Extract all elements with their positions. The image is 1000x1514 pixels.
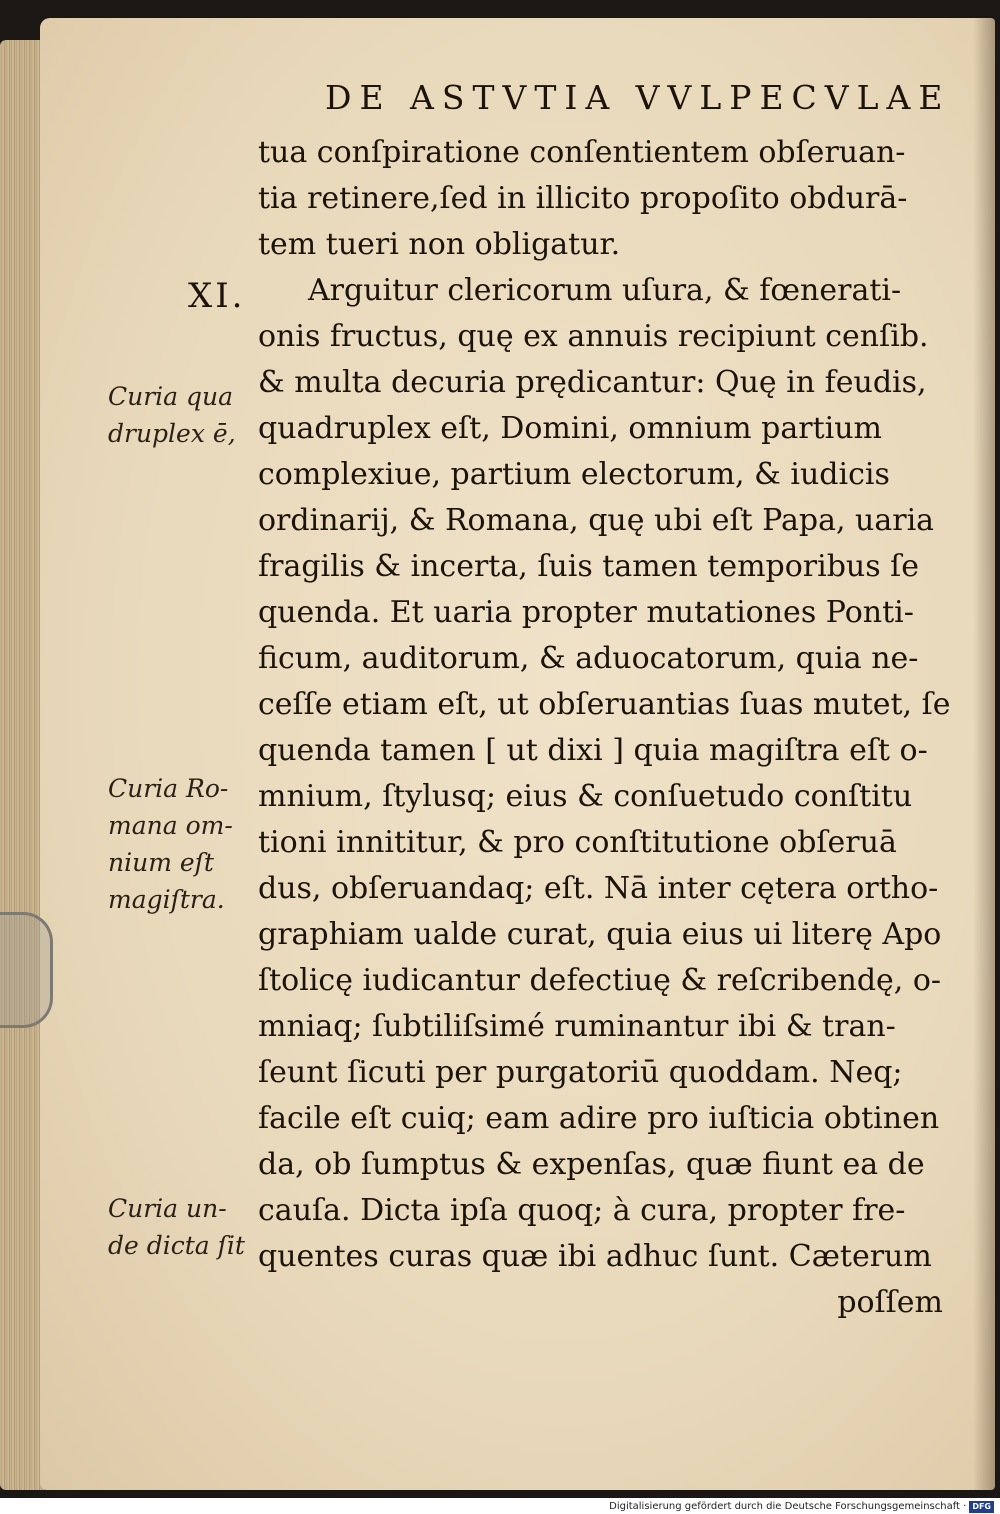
- digitization-credit: [609, 1500, 994, 1514]
- text-line: tioni innititur, & pro conſtitutione obſeruā: [258, 825, 897, 860]
- marginal-note-line: Curia un-: [108, 1194, 227, 1223]
- text-line: ordinarij, & Romana, quę ubi eſt Papa, uaria: [258, 503, 935, 538]
- marginal-note-line: magiſtra.: [108, 885, 225, 914]
- text-line: mniaq; ſubtiliſsimé ruminantur ibi & tran-: [258, 1009, 896, 1044]
- marginal-note: [108, 378, 258, 452]
- text-line: mnium, ſtylusq; eius & conſuetudo conſtitu: [258, 779, 913, 814]
- text-line: ficum, auditorum, & aduocatorum, quia ne-: [258, 641, 919, 676]
- text-line: graphiam ualde curat, quia eius ui literę Apo: [258, 917, 942, 952]
- marginal-note-line: Curia Ro-: [108, 774, 229, 803]
- text-line: & multa decuria prędicantur: Quę in feudis,: [258, 365, 927, 400]
- credit-text: Digitalisierung gefördert durch die Deutsche Forschungsgemeinschaft ·: [609, 1501, 967, 1512]
- text-line: onis fructus, quę ex annuis recipiunt cenſib.: [258, 319, 929, 354]
- section-number: XI.: [188, 276, 246, 316]
- text-line: quenda. Et uaria propter mutationes Ponti-: [258, 595, 914, 630]
- text-line: ſeunt ſicuti per purgatoriū quoddam. Neq;: [258, 1055, 903, 1090]
- page-clip: [0, 912, 53, 1028]
- marginal-note: [108, 770, 258, 918]
- marginal-note-line: druplex ē,: [108, 419, 236, 448]
- text-line: Arguitur clericorum uſura, & fœnerati-: [308, 273, 902, 308]
- text-line: tem tueri non obligatur.: [258, 227, 621, 262]
- text-line: cauſa. Dicta ipſa quoq; à cura, propter fre-: [258, 1193, 906, 1228]
- text-line: facile eſt cuiq; eam adire pro iuſticia obtinen: [258, 1101, 940, 1136]
- text-line: dus, obſeruandaq; eſt. Nā inter cętera ortho-: [258, 871, 939, 906]
- text-line: fragilis & incerta, ſuis tamen temporibus ſe: [258, 549, 920, 584]
- page-gutter-shadow: [973, 18, 995, 1490]
- dfg-logo: DFG: [969, 1501, 994, 1513]
- running-head: DE ASTVTIA VVLPECVLAE: [325, 78, 951, 117]
- text-line: tua conſpiratione conſentientem obſeruan-: [258, 135, 906, 170]
- text-line: ceſſe etiam eſt, ut obſeruantias ſuas mutet, ſe: [258, 687, 951, 722]
- marginal-note-line: mana om-: [108, 811, 233, 840]
- text-line: complexiue, partium electorum, & iudicis: [258, 457, 890, 492]
- marginal-note-line: Curia qua: [108, 382, 234, 411]
- text-line: da, ob ſumptus & expenſas, quæ fiunt ea de: [258, 1147, 925, 1182]
- text-line: ſtolicę iudicantur defectiuę & reſcribendę, o-: [258, 963, 942, 998]
- marginal-note-line: nium eſt: [108, 848, 214, 877]
- text-line: tia retinere,ſed in illicito propoſito obdurā-: [258, 181, 908, 216]
- body-text: [258, 130, 963, 1326]
- text-line: quentes curas quæ ibi adhuc ſunt. Cæterum: [258, 1239, 932, 1274]
- catchword: poſſem: [837, 1285, 943, 1320]
- marginal-note: [108, 1190, 258, 1264]
- text-line: quadruplex eſt, Domini, omnium partium: [258, 411, 882, 446]
- marginal-note-line: de dicta ſit: [108, 1231, 245, 1260]
- text-line: quenda tamen [ ut dixi ] quia magiſtra eſt o-: [258, 733, 928, 768]
